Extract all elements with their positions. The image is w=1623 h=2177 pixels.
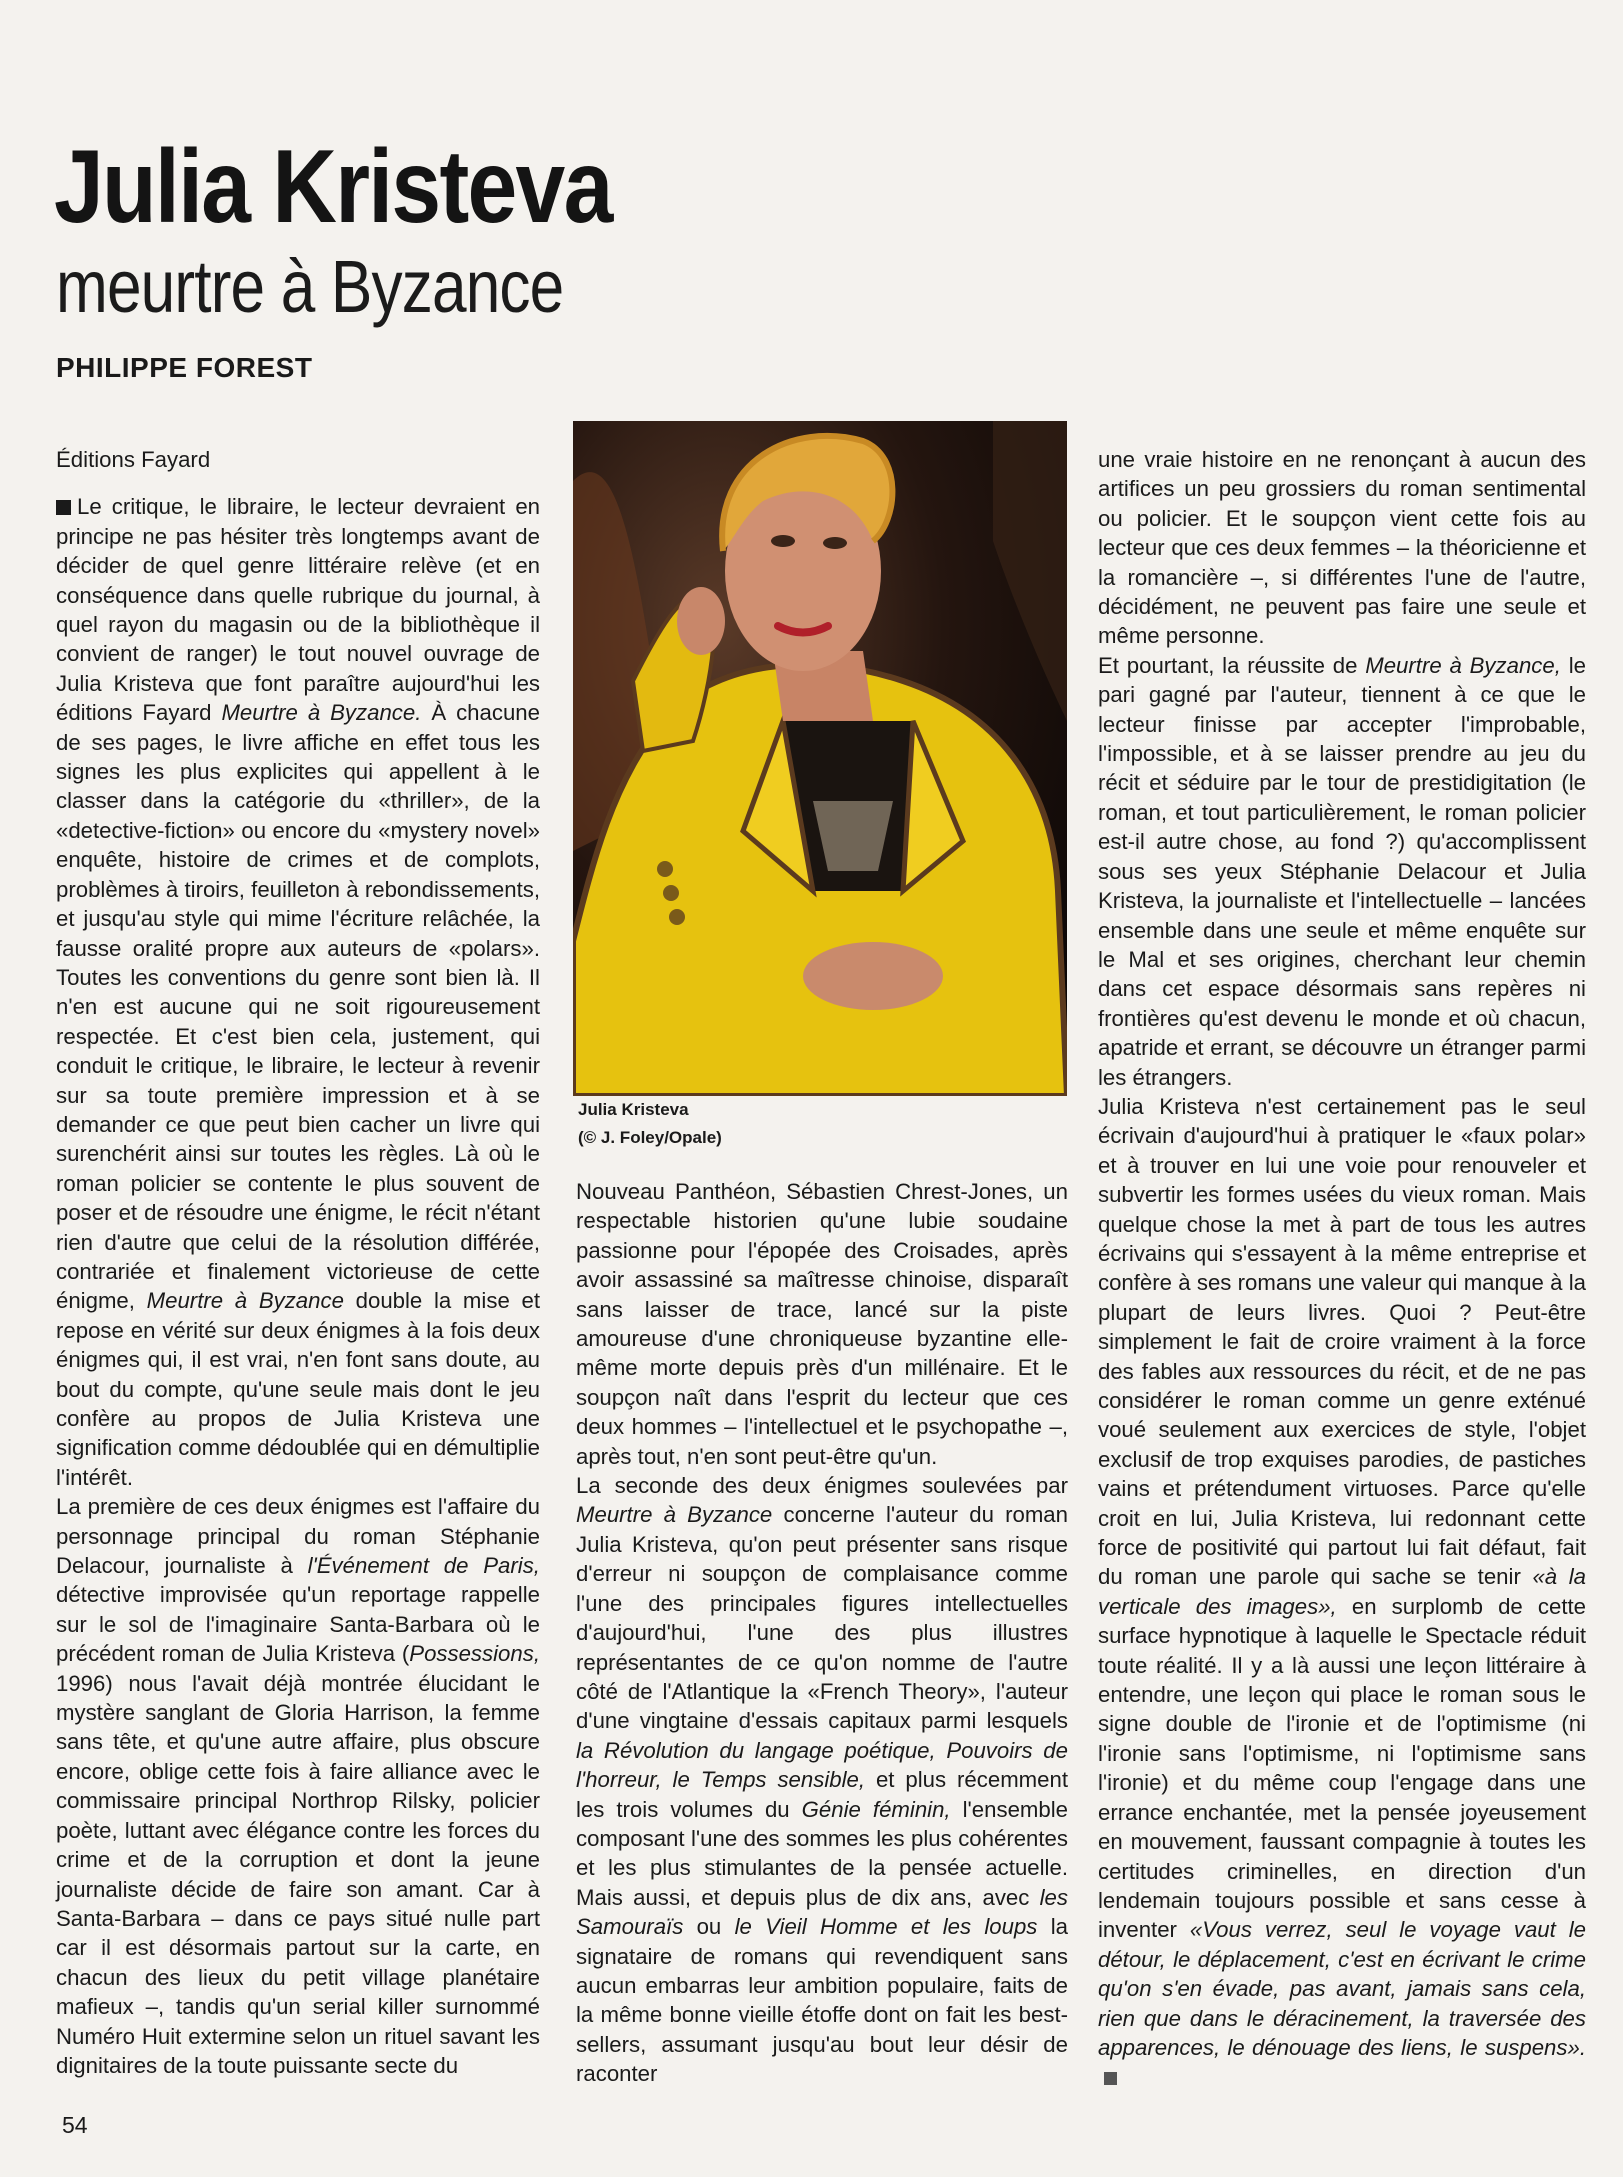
caption-name: Julia Kristeva — [578, 1100, 689, 1119]
portrait-illustration — [573, 421, 1067, 1096]
author-photo — [573, 421, 1067, 1096]
paragraph: Nouveau Panthéon, Sébastien Chrest-Jones, un respectable historien qu'une lubie soudaine passionne pour l'épopée des Croisades, après avoir assassiné sa maîtresse chinoise, disparaît sans laisser de trace, lancé sur la piste amoureuse d'une chroniqueuse byzantine elle-même morte depuis près d'un millénaire. Et le soupçon naît dans l'esprit du lecteur que ces deux hommes – l'intellectuel et le psychopathe –, après tout, n'en sont peut-être qu'un. — [576, 1179, 1068, 1469]
author-byline: PHILIPPE FOREST — [56, 352, 313, 383]
publisher-line: Éditions Fayard — [56, 447, 211, 472]
paragraph: une vraie histoire en ne renonçant à aucun des artifices un peu grossiers du roman sentimental ou policier. Et le soupçon vient cette fois au lecteur que ces deux femmes – la théoricienne et la romancière –, si différentes l'une de l'autre, décidément, ne peuvent pas faire une seule et même personne. — [1098, 447, 1586, 649]
page-number: 54 — [62, 2112, 88, 2138]
end-square-icon — [1104, 2072, 1117, 2085]
start-square-icon — [56, 500, 71, 515]
caption-credit: (© J. Foley/Opale) — [578, 1128, 722, 1147]
text-column-2 — [576, 1177, 1068, 2089]
paragraph: Le critique, le libraire, le lecteur devraient en principe ne pas hésiter très longtemps avant de décider de quel genre littéraire relève (et en conséquence dans quelle rubrique du journal, à quel rayon du magasin ou de la bibliothèque il convient de ranger) le tout nouvel ouvrage de Julia Kristeva que font paraître aujourd'hui les éditions Fayard Meurtre à Byzance. À chacune de ses pages, le livre affiche en effet tous les signes les plus explicites qui appellent à le classer dans la catégorie du «thriller», de la «detective-fiction» ou encore du «mystery novel» enquête, histoire de crimes et de complots, problèmes à tiroirs, feuilleton à rebondissements, et jusqu'au style qui mime l'écriture relâchée, la fausse oralité propre aux auteurs de «polars». Toutes les conventions du genre sont bien là. Il n'en est aucune qui ne soit rigoureusement respectée. Et c'est bien cela, justement, qui conduit le critique, le libraire, le lecteur à revenir sur sa toute première impression et à se demander ce que peut bien cacher un livre qui surenchérit ainsi sur toutes les règles. Là où le roman policier se contente le plus souvent de poser et de résoudre une énigme, le récit n'étant rien d'autre que celui de la résolution différée, contrariée et finalement victorieuse de cette énigme, Meurtre à Byzance double la mise et repose en vérité sur deux énigmes à la fois deux énigmes qui, il est vrai, n'en font sans doute, au bout du compte, qu'une seule mais dont le jeu confère au propos de Julia Kristeva une signification comme dédoublée qui en démultiplie l'intérêt. — [56, 494, 540, 1490]
article-subtitle: meurtre à Byzance — [56, 245, 564, 328]
paragraph: Julia Kristeva n'est certainement pas le seul écrivain d'aujourd'hui à pratiquer le «faux polar» et à trouver en lui une voie pour renouveler et subvertir les formes usées du vieux roman. Mais quelque chose la met à part de tous les autres écrivains qui s'essayent à la même entreprise et confère à ses romans une valeur qui manque à la plupart de leurs livres. Quoi ? Peut-être simplement le fait de croire vraiment à la force des fables aux ressources du récit, et de ne pas considérer le roman comme un genre exténué voué seulement aux exercices de style, l'objet exclusif de trop exquises parodies, de pastiches vains et prétendument virtuoses. Parce qu'elle croit en lui, Julia Kristeva, lui redonnant cette force de positivité qui partout lui fait défaut, fait du roman une parole qui sache se tenir «à la verticale des images», en surplomb de cette surface hypnotique à laquelle le Spectacle réduit toute réalité. Il y a là aussi une leçon littéraire à entendre, une leçon qui place le roman sous le signe double de l'ironie et de l'optimisme (ni l'ironie sans l'optimisme, ni l'optimisme sans l'ironie) et du même coup l'engage dans une errance enchantée, met la pensée joyeusement en mouvement, faussant compagnie à toutes les certitudes criminelles, en direction d'un lendemain toujours possible et sans cesse à inventer «Vous verrez, seul le voyage vaut le détour, le déplacement, c'est en écrivant le crime qu'on s'en évade, pas avant, jamais sans cela, rien que dans le déracinement, la traversée des apparences, le dénouage des liens, le suspens». — [1098, 1092, 1586, 2092]
article-title: Julia Kristeva — [54, 129, 612, 245]
paragraph: La seconde des deux énigmes soulevées par Meurtre à Byzance concerne l'auteur du roman Julia Kristeva, qu'on peut présenter sans risque d'erreur ni soupçon de complaisance comme l'une des principales figures intellectuelles d'aujourd'hui, l'une des plus illustres représentantes de ce qu'on nomme de l'autre côté de l'Atlantique la «French Theory», l'auteur d'une vingtaine d'essais capitaux parmi lesquels la Révolution du langage poétique, Pouvoirs de l'horreur, le Temps sensible, et plus récemment les trois volumes du Génie féminin, l'ensemble composant l'une des sommes les plus cohérentes et les plus stimulantes de la pensée actuelle. Mais aussi, et depuis plus de dix ans, avec les Samouraïs ou le Vieil Homme et les loups la signataire de romans qui revendiquent sans aucun embarras leur ambition populaire, faits de la même bonne vieille étoffe dont on fait les best-sellers, assumant jusqu'au bout leur désir de raconter — [576, 1473, 1068, 2087]
text-column-3 — [1098, 445, 1586, 2092]
paragraph: Et pourtant, la réussite de Meurtre à Byzance, le pari gagné par l'auteur, tiennent à ce que le lecteur finisse par accepter l'improbable, l'impossible, et à se laisser prendre au jeu du récit et séduire par le tour de prestidigitation (le roman, et tout particulièrement, le roman policier est-il autre chose, au fond ?) qu'accomplissent sous ses yeux Stéphanie Delacour et Julia Kristeva, la journaliste et l'intellectuelle – lancées ensemble dans une seule et même enquête sur le Mal et ses origines, cherchant leur chemin dans cet espace désormais sans repères ni frontières qu'est devenu le monde et où chacun, apatride et errant, se découvre un étranger parmi les étrangers. — [1098, 652, 1586, 1090]
paragraph: La première de ces deux énigmes est l'affaire du personnage principal du roman Stéphanie Delacour, journaliste à l'Événement de Paris, détective improvisée qu'un reportage rappelle sur le sol de l'imaginaire Santa-Barbara où le précédent roman de Julia Kristeva (Possessions, 1996) nous l'avait déjà montrée élucidant le mystère sanglant de Gloria Harrison, la femme sans tête, et qu'une autre affaire, plus obscure encore, oblige cette fois à faire alliance avec le commissaire principal Northrop Rilsky, policier poète, luttant avec élégance contre les forces du crime et de la corruption et dont la jeune journaliste décide de faire son amant. Car à Santa-Barbara – dans ce pays situé nulle part car il est désormais partout sur la carte, en chacun des lieux du petit village planétaire mafieux –, tandis qu'un serial killer surnommé Numéro Huit extermine selon un rituel savant les dignitaires de la toute puissante secte du — [56, 1494, 540, 2078]
photo-caption — [578, 1096, 722, 1152]
text-column-1 — [56, 445, 540, 2080]
